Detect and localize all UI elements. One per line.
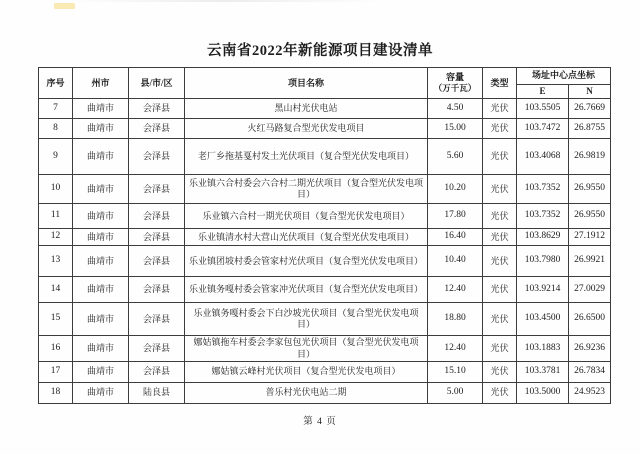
cell-project-name: 火红马路复合型光伏发电项目 (185, 119, 428, 139)
table-row (39, 303, 611, 336)
cell-type: 光伏 (483, 303, 517, 336)
cell-capacity: 5.60 (428, 139, 483, 175)
header-project: 项目名称 (185, 68, 428, 99)
cell-prefecture: 曲靖市 (73, 139, 129, 175)
cell-coord-n: 26.7669 (569, 99, 611, 119)
cell-prefecture: 曲靖市 (73, 382, 129, 403)
cell-county: 会泽县 (129, 99, 185, 119)
cell-seq: 13 (39, 246, 73, 277)
cell-type: 光伏 (483, 139, 517, 175)
cell-coord-e: 103.3781 (517, 361, 569, 382)
header-prefecture: 州市 (73, 68, 129, 99)
cell-project-name: 乐业镇务嘎村委会管家冲光伏项目（复合型光伏发电项目） (185, 277, 428, 303)
cell-project-name: 老厂乡拖基戛村发土光伏项目（复合型光伏发电项目） (185, 139, 428, 175)
header-coord-e: E (517, 85, 569, 99)
header-coords: 场址中心点坐标 (517, 68, 611, 85)
cell-prefecture: 曲靖市 (73, 175, 129, 204)
header-capacity-line1: 容量 (445, 72, 464, 83)
cell-type: 光伏 (483, 336, 517, 362)
cell-capacity: 15.10 (428, 361, 483, 382)
cell-coord-n: 26.6500 (569, 303, 611, 336)
cell-seq: 18 (39, 382, 73, 403)
cell-coord-e: 103.1883 (517, 336, 569, 362)
cell-type: 光伏 (483, 229, 517, 246)
header-seq: 序号 (39, 68, 73, 99)
table-row (39, 139, 611, 175)
table-row (39, 361, 611, 382)
table-row (39, 204, 611, 229)
cell-coord-n: 26.9819 (569, 139, 611, 175)
cell-capacity: 18.80 (428, 303, 483, 336)
table-row (39, 277, 611, 303)
cell-type: 光伏 (483, 361, 517, 382)
table-row (39, 336, 611, 362)
cell-type: 光伏 (483, 99, 517, 119)
cell-prefecture: 曲靖市 (73, 246, 129, 277)
cell-seq: 15 (39, 303, 73, 336)
header-capacity (428, 68, 483, 99)
cell-capacity: 12.40 (428, 277, 483, 303)
table-row (39, 229, 611, 246)
header-coord-n: N (569, 85, 611, 99)
cell-project-name: 娜姑镇拖车村委会李家包包光伏项目（复合型光伏发电项目） (185, 336, 428, 362)
cell-prefecture: 曲靖市 (73, 229, 129, 246)
cell-coord-e: 103.9214 (517, 277, 569, 303)
cell-type: 光伏 (483, 382, 517, 403)
table-row (39, 246, 611, 277)
cell-type: 光伏 (483, 204, 517, 229)
cell-prefecture: 曲靖市 (73, 303, 129, 336)
cell-capacity: 4.50 (428, 99, 483, 119)
cell-coord-e: 103.4500 (517, 303, 569, 336)
cell-county: 会泽县 (129, 175, 185, 204)
cell-capacity: 10.20 (428, 175, 483, 204)
cell-prefecture: 曲靖市 (73, 99, 129, 119)
cell-coord-n: 27.0029 (569, 277, 611, 303)
yellow-highlight-mark (54, 3, 75, 9)
cell-coord-e: 103.4068 (517, 139, 569, 175)
cell-project-name: 乐业镇团坡村委会管家村光伏项目（复合型光伏发电项目） (185, 246, 428, 277)
cell-project-name: 乐业镇六合村委会六合村二期光伏项目（复合型光伏发电项目） (185, 175, 428, 204)
cell-seq: 9 (39, 139, 73, 175)
cell-coord-e: 103.5505 (517, 99, 569, 119)
cell-prefecture: 曲靖市 (73, 336, 129, 362)
table-row (39, 382, 611, 403)
cell-seq: 12 (39, 229, 73, 246)
cell-prefecture: 曲靖市 (73, 361, 129, 382)
table-header (39, 68, 611, 99)
cell-capacity: 17.80 (428, 204, 483, 229)
cell-county: 会泽县 (129, 303, 185, 336)
cell-coord-e: 103.7472 (517, 119, 569, 139)
cell-coord-n: 27.1912 (569, 229, 611, 246)
table-row (39, 99, 611, 119)
cell-coord-n: 26.9550 (569, 175, 611, 204)
cell-seq: 11 (39, 204, 73, 229)
header-county: 县/市/区 (129, 68, 185, 99)
cell-coord-e: 103.5000 (517, 382, 569, 403)
table-row (39, 119, 611, 139)
cell-coord-e: 103.8629 (517, 229, 569, 246)
cell-county: 会泽县 (129, 361, 185, 382)
page-title: 云南省2022年新能源项目建设清单 (207, 43, 433, 59)
cell-county: 会泽县 (129, 119, 185, 139)
cell-prefecture: 曲靖市 (73, 119, 129, 139)
cell-seq: 17 (39, 361, 73, 382)
cell-capacity: 16.40 (428, 229, 483, 246)
cell-county: 会泽县 (129, 277, 185, 303)
cell-coord-e: 103.7980 (517, 246, 569, 277)
cell-seq: 16 (39, 336, 73, 362)
cell-type: 光伏 (483, 277, 517, 303)
cell-capacity: 15.00 (428, 119, 483, 139)
header-capacity-line2: （万千瓦） (433, 83, 477, 94)
cell-seq: 8 (39, 119, 73, 139)
cell-capacity: 10.40 (428, 246, 483, 277)
cell-project-name: 普乐村光伏电站二期 (185, 382, 428, 403)
cell-project-name: 乐业镇六合村一期光伏项目（复合型光伏发电项目） (185, 204, 428, 229)
cell-project-name: 娜姑镇云峰村光伏项目（复合型光伏发电项目） (185, 361, 428, 382)
cell-coord-n: 26.8755 (569, 119, 611, 139)
cell-seq: 7 (39, 99, 73, 119)
cell-type: 光伏 (483, 175, 517, 204)
cell-type: 光伏 (483, 119, 517, 139)
table-body (39, 99, 611, 404)
cell-county: 会泽县 (129, 336, 185, 362)
cell-coord-n: 26.9921 (569, 246, 611, 277)
scan-edge-artifact (0, 0, 640, 2)
cell-coord-e: 103.7352 (517, 175, 569, 204)
cell-project-name: 黑山村光伏电站 (185, 99, 428, 119)
cell-seq: 14 (39, 277, 73, 303)
cell-coord-n: 26.9236 (569, 336, 611, 362)
cell-capacity: 5.00 (428, 382, 483, 403)
cell-county: 会泽县 (129, 204, 185, 229)
cell-seq: 10 (39, 175, 73, 204)
cell-type: 光伏 (483, 246, 517, 277)
cell-project-name: 乐业镇清水村大营山光伏项目（复合型光伏发电项目） (185, 229, 428, 246)
cell-coord-n: 26.9550 (569, 204, 611, 229)
cell-coord-n: 26.7834 (569, 361, 611, 382)
cell-county: 会泽县 (129, 246, 185, 277)
page-number: 第 4 页 (303, 417, 337, 427)
cell-county: 会泽县 (129, 139, 185, 175)
cell-coord-e: 103.7352 (517, 204, 569, 229)
cell-project-name: 乐业镇务嘎村委会下白沙坡光伏项目（复合型光伏发电项目） (185, 303, 428, 336)
cell-county: 陆良县 (129, 382, 185, 403)
table-row (39, 175, 611, 204)
cell-capacity: 12.40 (428, 336, 483, 362)
cell-prefecture: 曲靖市 (73, 204, 129, 229)
header-type: 类型 (483, 68, 517, 99)
cell-coord-n: 24.9523 (569, 382, 611, 403)
cell-county: 会泽县 (129, 229, 185, 246)
cell-prefecture: 曲靖市 (73, 277, 129, 303)
projects-table (38, 67, 611, 404)
